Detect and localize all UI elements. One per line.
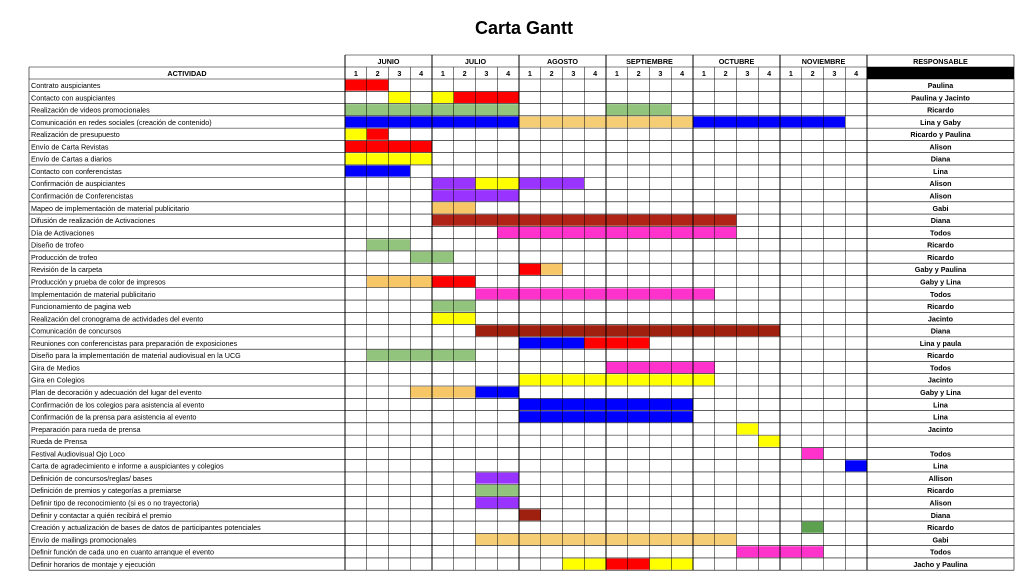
task-name: Mapeo de implementación de material publicitario bbox=[31, 203, 190, 213]
task-name: Creación y actualización de bases de datos de participantes potenciales bbox=[31, 523, 261, 533]
task-responsable: Jacho y Paulina bbox=[913, 559, 968, 569]
task-responsable: Alison bbox=[929, 498, 952, 508]
task-responsable: Ricardo bbox=[927, 240, 954, 250]
task-name: Definir y contactar a quién recibirá el premio bbox=[31, 510, 172, 520]
task-name: Definir función de cada uno en cuanto arranque el evento bbox=[31, 547, 215, 557]
gantt-bar bbox=[367, 350, 476, 361]
task-responsable: Ricardo bbox=[927, 252, 954, 262]
task-name: Realización de videos promocionales bbox=[31, 105, 150, 115]
task-responsable: Gaby y Paulina bbox=[914, 265, 967, 275]
gantt-bar bbox=[497, 227, 736, 238]
week-label: 2 bbox=[810, 69, 815, 78]
task-responsable: Ricardo bbox=[927, 523, 954, 533]
activity-header: ACTIVIDAD bbox=[167, 69, 207, 78]
task-name: Comunicación en redes sociales (creación de contenido) bbox=[31, 117, 212, 127]
task-name: Confirmación de la prensa para asistencia al evento bbox=[31, 412, 197, 422]
task-name: Festival Audiovisual Ojo Loco bbox=[31, 449, 125, 459]
task-name: Comunicación de concursos bbox=[31, 326, 122, 336]
task-name: Confirmación de los colegios para asistencia al evento bbox=[31, 400, 205, 410]
gantt-bar bbox=[758, 436, 780, 447]
task-responsable: Ricardo bbox=[927, 486, 954, 496]
task-responsable: Ricardo bbox=[927, 351, 954, 361]
gantt-bar bbox=[519, 178, 584, 189]
task-name: Producción de trofeo bbox=[31, 252, 98, 262]
chart-title: Carta Gantt bbox=[474, 18, 573, 38]
gantt-bar bbox=[454, 92, 519, 103]
task-responsable: Paulina y Jacinto bbox=[911, 93, 970, 103]
week-label: 3 bbox=[745, 69, 750, 78]
task-name: Confirmación de Conferencistas bbox=[31, 191, 134, 201]
task-responsable: Gabi bbox=[932, 203, 949, 213]
task-responsable: Jacinto bbox=[927, 375, 954, 385]
task-responsable: Gaby y Lina bbox=[920, 388, 961, 397]
task-name: Definición de concursos/reglas/ bases bbox=[31, 473, 153, 483]
task-responsable: Jacinto bbox=[927, 314, 954, 324]
task-responsable: Lina y paula bbox=[919, 338, 962, 348]
week-label: 2 bbox=[549, 69, 554, 78]
task-name: Carta de agradecimiento e informe a auspiciantes y colegios bbox=[31, 461, 224, 471]
task-name: Revisión de la carpeta bbox=[31, 265, 103, 275]
week-label: 4 bbox=[593, 69, 598, 78]
week-label: 3 bbox=[658, 69, 663, 78]
week-label: 2 bbox=[462, 69, 467, 78]
task-responsable: Lina y Gaby bbox=[920, 117, 961, 127]
week-label: 3 bbox=[484, 69, 489, 78]
gantt-bar bbox=[519, 374, 715, 385]
task-responsable: Todos bbox=[929, 547, 952, 557]
task-name: Envío de Cartas a diarios bbox=[31, 154, 112, 164]
task-responsable: Ricardo bbox=[927, 302, 954, 312]
task-name: Reuniones con conferencistas para preparación de exposiciones bbox=[31, 338, 238, 348]
task-name: Contrato auspiciantes bbox=[31, 81, 101, 90]
responsable-header: RESPONSABLE bbox=[913, 57, 968, 66]
week-label: 2 bbox=[723, 69, 728, 78]
task-responsable: Lina bbox=[933, 412, 948, 422]
task-name: Funcionamiento de pagina web bbox=[31, 302, 131, 312]
task-name: Contacto con auspiciantes bbox=[31, 93, 116, 103]
task-name: Gira de Medios bbox=[31, 363, 80, 373]
task-name: Confirmación de auspiciantes bbox=[31, 179, 126, 189]
task-responsable: Lina bbox=[933, 400, 948, 410]
task-responsable: Allison bbox=[928, 473, 953, 483]
week-label: 2 bbox=[636, 69, 641, 78]
task-responsable: Diana bbox=[930, 154, 951, 164]
gantt-bar bbox=[802, 448, 824, 459]
gantt-bar bbox=[780, 116, 845, 127]
task-name: Día de Activaciones bbox=[31, 228, 95, 238]
task-name: Envío de mailings promocionales bbox=[31, 535, 137, 545]
gantt-bar bbox=[345, 166, 410, 177]
task-name: Gira en Colegios bbox=[31, 375, 85, 385]
gantt-bar bbox=[802, 522, 824, 533]
gantt-bar bbox=[519, 264, 541, 275]
week-label: 3 bbox=[397, 69, 402, 78]
task-responsable: Lina bbox=[933, 166, 948, 176]
month-label: SEPTIEMBRE bbox=[626, 57, 673, 66]
task-responsable: Lina bbox=[933, 461, 948, 471]
task-name: Definir tipo de reconocimiento (si es o no trayectoria) bbox=[31, 498, 200, 508]
week-label: 4 bbox=[506, 69, 511, 78]
week-label: 3 bbox=[832, 69, 837, 78]
task-responsable: Gaby y Lina bbox=[920, 277, 961, 287]
task-name: Preparación para rueda de prensa bbox=[31, 424, 141, 434]
gantt-bar bbox=[606, 362, 715, 373]
week-label: 4 bbox=[680, 69, 685, 78]
task-responsable: Gabi bbox=[932, 535, 949, 545]
week-label: 4 bbox=[767, 69, 772, 78]
week-label: 1 bbox=[701, 69, 706, 78]
gantt-bar bbox=[519, 337, 584, 348]
task-responsable: Paulina bbox=[927, 81, 954, 90]
task-name: Diseño para la implementación de material audiovisual en la UCG bbox=[31, 351, 241, 361]
gantt-bar bbox=[541, 264, 563, 275]
task-responsable: Jacinto bbox=[927, 424, 954, 434]
gantt-bar bbox=[367, 129, 389, 140]
task-responsable: Todos bbox=[929, 289, 952, 299]
week-label: 4 bbox=[854, 69, 859, 78]
month-label: NOVIEMBRE bbox=[801, 57, 846, 66]
gantt-bar bbox=[606, 104, 671, 115]
task-responsable: Diana bbox=[930, 326, 951, 336]
task-responsable: Alison bbox=[929, 191, 952, 201]
task-responsable: Todos bbox=[929, 228, 952, 238]
task-name: Producción y prueba de color de impresos bbox=[31, 277, 166, 287]
task-responsable: Alison bbox=[929, 179, 952, 189]
gantt-bar bbox=[432, 92, 454, 103]
month-label: JUNIO bbox=[377, 57, 400, 66]
task-responsable: Todos bbox=[929, 363, 952, 373]
task-responsable: Alison bbox=[929, 142, 952, 152]
week-label: 2 bbox=[375, 69, 380, 78]
gantt-bar bbox=[476, 288, 715, 299]
gantt-bar bbox=[389, 92, 411, 103]
task-name: Rueda de Prensa bbox=[31, 437, 87, 447]
week-label: 1 bbox=[353, 69, 358, 78]
week-label: 1 bbox=[614, 69, 619, 78]
task-responsable: Ricardo y Paulina bbox=[910, 130, 971, 140]
week-label: 3 bbox=[571, 69, 576, 78]
task-name: Contacto con conferencistas bbox=[31, 166, 122, 176]
gantt-bar bbox=[737, 423, 759, 434]
task-responsable: Todos bbox=[929, 449, 952, 459]
task-name: Plan de decoración y adecuación del lugar del evento bbox=[31, 388, 202, 397]
responsable-header-fill bbox=[867, 67, 1014, 79]
gantt-bar bbox=[367, 276, 432, 287]
task-name: Definir horarios de montaje y ejecución bbox=[31, 559, 156, 569]
gantt-bar bbox=[584, 337, 649, 348]
week-label: 1 bbox=[788, 69, 793, 78]
month-label: AGOSTO bbox=[546, 57, 579, 66]
task-name: Envío de Carta Revistas bbox=[31, 142, 109, 152]
task-responsable: Ricardo bbox=[927, 105, 954, 115]
task-name: Difusión de realización de Activaciones bbox=[31, 216, 156, 226]
task-responsable: Diana bbox=[930, 216, 951, 226]
week-label: 4 bbox=[419, 69, 424, 78]
task-name: Realización de presupuesto bbox=[31, 130, 120, 140]
task-name: Definición de premios y categorías a premiarse bbox=[31, 486, 182, 496]
task-name: Diseño de trofeo bbox=[31, 240, 84, 250]
task-responsable: Diana bbox=[930, 510, 951, 520]
month-label: JULIO bbox=[464, 57, 487, 66]
week-label: 1 bbox=[440, 69, 445, 78]
week-label: 1 bbox=[527, 69, 532, 78]
gantt-bar bbox=[845, 460, 867, 471]
task-name: Realización del cronograma de actividades del evento bbox=[31, 314, 204, 324]
task-name: Implementación de material publicitario bbox=[31, 289, 156, 299]
gantt-bar bbox=[345, 129, 367, 140]
month-label: OCTUBRE bbox=[718, 57, 755, 66]
gantt-bar bbox=[410, 387, 475, 398]
gantt-bar bbox=[519, 509, 541, 520]
